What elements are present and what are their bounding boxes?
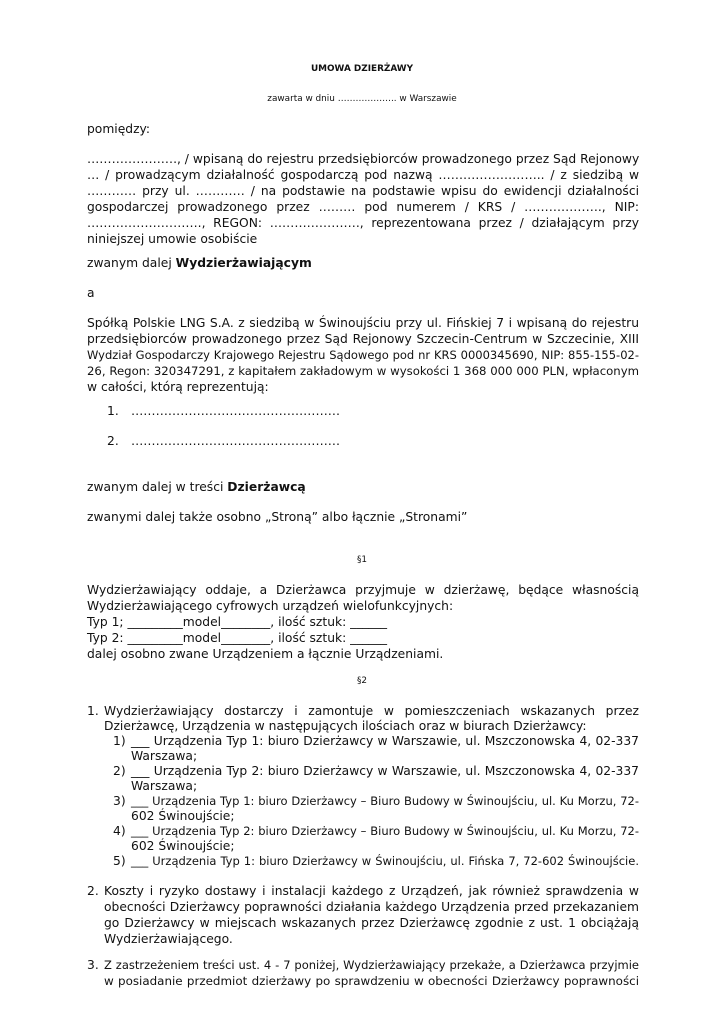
- location-item-line: ___ Urządzenia Typ 2: biuro Dzierżawcy – Biuro Budowy w Świnoujściu, ul. Ku Morzu, 72-: [131, 824, 639, 838]
- party2-line: w całości, którą reprezentują:: [87, 380, 269, 394]
- section2-p2-number: 2.: [87, 884, 99, 898]
- location-item-number: 1): [113, 734, 126, 748]
- party1-line: … / prowadzącym działalność gospodarczą pod nazwą …………………….. / z siedzibą w: [87, 168, 639, 182]
- location-item-line: 602 Świnoujście;: [131, 809, 235, 823]
- section2-p2-line: obecności Dzierżawcy poprawności działania każdego Urządzenia przed przekazaniem: [104, 900, 639, 914]
- location-item-line: Warszawa;: [131, 779, 198, 793]
- party1-line: ………… przy ul. ………… / na podstawie na podstawie wpisu do ewidencji działalności: [87, 184, 639, 198]
- section2-heading: §2: [356, 676, 368, 686]
- section2-p3-line: Z zastrzeżeniem treści ust. 4 - 7 poniżej, Wydzierżawiający przekaże, a Dzierżawca przyjmie: [104, 958, 639, 972]
- location-item-number: 4): [113, 824, 126, 838]
- party2-line: Wydział Gospodarczy Krajowego Rejestru Sądowego pod nr KRS 0000345690, NIP: 855-155-02-: [87, 348, 639, 362]
- party1-line: niniejszej umowie osobiście: [87, 232, 258, 246]
- section1-line: Wydzierżawiającego cyfrowych urządzeń wielofunkcyjnych:: [87, 599, 454, 613]
- party1-line: ………………………., REGON: …………………., reprezentowana przez / działającym przy: [87, 216, 639, 230]
- party1-line: gospodarczej prowadzonego przez ……… pod numerem / KRS / ………………., NIP:: [87, 200, 639, 214]
- between-label: pomiędzy:: [87, 122, 151, 136]
- section1-heading: §1: [356, 555, 368, 565]
- section2-p3-line: w posiadanie przedmiot dzierżawy po sprawdzeniu w obecności Dzierżawcy poprawności: [104, 974, 639, 988]
- party1-line: …………………., / wpisaną do rejestru przedsiębiorców prowadzonego przez Sąd Rejonowy: [87, 152, 640, 166]
- section1-line: Typ 2: _________model________, ilość sztuk: ______: [87, 631, 388, 645]
- party2-line: przedsiębiorców prowadzonego przez Sąd Rejonowy Szczecin-Centrum w Szczecinie, XIII: [87, 332, 639, 346]
- section2-p3-number: 3.: [87, 958, 99, 972]
- representative-blank: ……………………………………………: [131, 404, 341, 418]
- location-item-line: ___ Urządzenia Typ 1: biuro Dzierżawcy – Biuro Budowy w Świnoujściu, ul. Ku Morzu, 72-: [131, 794, 639, 808]
- location-item-number: 3): [113, 794, 126, 808]
- section1-line: Wydzierżawiający oddaje, a Dzierżawca przyjmuje w dzierżawę, będące własnością: [87, 583, 639, 597]
- section2-p1-line: Dzierżawcę, Urządzenia w następujących ilościach oraz w biurach Dzierżawcy:: [104, 719, 587, 733]
- section2-p2-line: Wydzierżawiającego.: [104, 932, 233, 946]
- location-item-number: 2): [113, 764, 126, 778]
- location-item-line: ___ Urządzenia Typ 1: biuro Dzierżawcy w Świnoujściu, ul. Fińska 7, 72-602 Świnoujście.: [131, 854, 639, 868]
- section2-p1-number: 1.: [87, 704, 99, 718]
- lessee-designation: [87, 480, 306, 495]
- concluded-line: zawarta w dniu ……………….. w Warszawie: [267, 94, 457, 104]
- representative-number: 1.: [107, 404, 119, 418]
- document-title: UMOWA DZIERŻAWY: [310, 64, 414, 74]
- section1-line: Typ 1; _________model________, ilość sztuk: ______: [87, 615, 388, 629]
- parties-definition: zwanymi dalej także osobno „Stroną” albo łącznie „Stronami”: [87, 510, 468, 524]
- section1-line: dalej osobno zwane Urządzeniem a łącznie Urządzeniami.: [87, 647, 444, 661]
- section2-p1-line: Wydzierżawiający dostarczy i zamontuje w pomieszczeniach wskazanych przez: [104, 704, 639, 718]
- section2-p2-line: Koszty i ryzyko dostawy i instalacji każdego z Urządzeń, jak również sprawdzenia w: [104, 884, 639, 898]
- party2-line: Spółką Polskie LNG S.A. z siedzibą w Świnoujściu przy ul. Fińskiej 7 i wpisaną do rejestru: [87, 316, 639, 330]
- lessee-prefix: zwanym dalej w treści: [87, 480, 228, 494]
- location-item-line: ___ Urządzenia Typ 2: biuro Dzierżawcy w Warszawie, ul. Mszczonowska 4, 02-337: [131, 764, 639, 778]
- location-item-line: 602 Świnoujście;: [131, 839, 235, 853]
- party2-line: 26, Regon: 320347291, z kapitałem zakładowym w wysokości 1 368 000 000 PLN, wpłaconym: [87, 364, 639, 378]
- location-item-line: Warszawa;: [131, 749, 198, 763]
- and-word: a: [87, 286, 95, 300]
- location-item-number: 5): [113, 854, 126, 868]
- section2-p2-line: go Dzierżawcy w miejscach wskazanych przez Dzierżawcę zgodnie z ust. 1 obciążają: [104, 916, 639, 930]
- location-item-line: ___ Urządzenia Typ 1: biuro Dzierżawcy w Warszawie, ul. Mszczonowska 4, 02-337: [131, 734, 639, 748]
- representative-number: 2.: [107, 434, 119, 448]
- representative-blank: ……………………………………………: [131, 434, 341, 448]
- lessee-name: Dzierżawcą: [227, 480, 306, 494]
- lessor-name: Wydzierżawiającym: [175, 256, 312, 270]
- lessor-designation: [87, 256, 312, 271]
- lessor-prefix: zwanym dalej: [87, 256, 176, 270]
